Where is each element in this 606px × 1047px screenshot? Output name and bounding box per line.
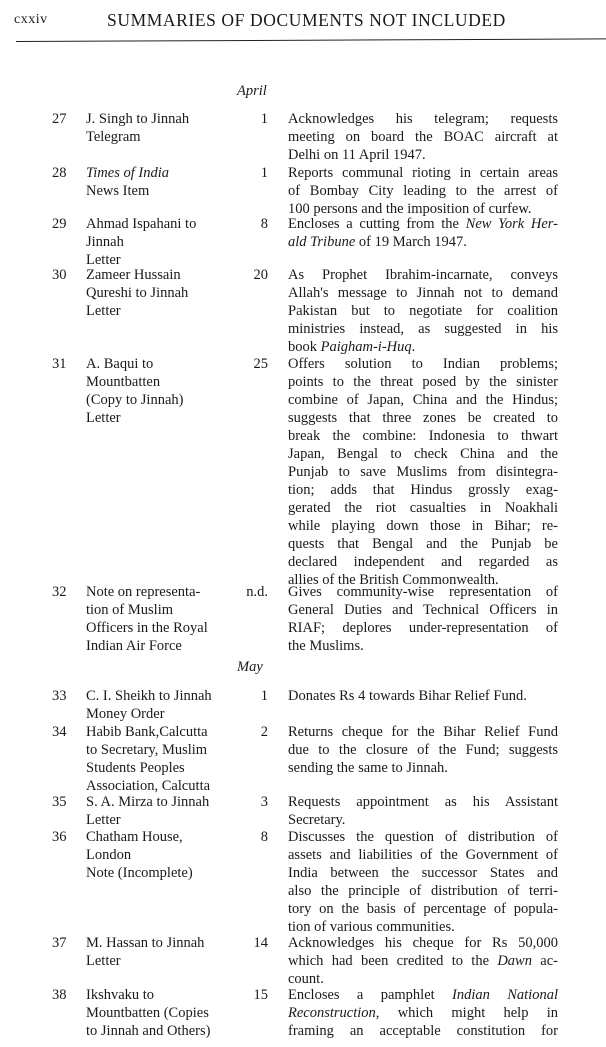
summary-line: combine of Japan, China and the Hindus; xyxy=(288,392,558,408)
document-sender xyxy=(86,583,246,655)
summary-line: count. xyxy=(288,971,324,987)
document-summary xyxy=(288,583,558,655)
summary-line: sending the same to Jinnah. xyxy=(288,760,448,776)
document-number: 31 xyxy=(52,356,67,372)
summary-line: Reconstruction, which might help in xyxy=(288,1005,558,1021)
summary-line: framing an acceptable constitution for xyxy=(288,1023,558,1039)
sender-line: C. I. Sheikh to Jinnah xyxy=(86,688,212,704)
document-day: 2 xyxy=(260,724,268,740)
sender-line: Letter xyxy=(86,252,121,268)
document-day: 3 xyxy=(260,794,268,810)
document-day: 15 xyxy=(253,987,268,1003)
document-sender xyxy=(86,164,246,200)
sender-line: Telegram xyxy=(86,129,141,145)
document-sender xyxy=(86,934,246,970)
sender-line: Indian Air Force xyxy=(86,638,182,654)
document-summary xyxy=(288,986,558,1040)
sender-line: Times of India xyxy=(86,165,169,181)
summary-line: which had been credited to the Dawn ac- xyxy=(288,953,558,969)
document-summary xyxy=(288,828,558,936)
summary-line: also the principle of distribution of terri- xyxy=(288,883,558,899)
summary-line: tion of various communities. xyxy=(288,919,455,935)
summary-line: 100 persons and the imposition of curfew. xyxy=(288,201,532,217)
document-summary xyxy=(288,687,558,705)
summary-line: Gives community-wise representation of xyxy=(288,584,558,600)
document-day: 20 xyxy=(253,267,268,283)
summary-line: Secretary. xyxy=(288,812,346,828)
summary-line: points to the threat posed by the sinister xyxy=(288,374,558,390)
document-day: 8 xyxy=(260,829,268,845)
document-number: 32 xyxy=(52,584,67,600)
sender-line: Mountbatten xyxy=(86,374,161,390)
document-number: 35 xyxy=(52,794,67,810)
month-heading: May xyxy=(237,659,263,675)
summary-line: allies of the British Commonwealth. xyxy=(288,572,499,588)
document-number: 30 xyxy=(52,267,67,283)
summary-line: Punjab to save Muslims from disintegra- xyxy=(288,464,558,480)
sender-line: Jinnah xyxy=(86,234,124,250)
sender-line: News Item xyxy=(86,183,150,199)
sender-line: Letter xyxy=(86,812,121,828)
document-sender xyxy=(86,828,246,882)
document-summary xyxy=(288,110,558,164)
sender-line: to Jinnah and Others) xyxy=(86,1023,211,1039)
document-day: n.d. xyxy=(246,584,268,600)
sender-line: Ikshvaku to xyxy=(86,987,155,1003)
document-sender xyxy=(86,687,246,723)
sender-line: Note (Incomplete) xyxy=(86,865,193,881)
document-summary xyxy=(288,723,558,777)
summary-line: meeting on board the BOAC aircraft at xyxy=(288,129,558,145)
document-day: 25 xyxy=(253,356,268,372)
document-number: 37 xyxy=(52,935,67,951)
summary-line: book Paigham-i-Huq. xyxy=(288,339,416,355)
summary-line: tion; adds that Hindus grossly exag- xyxy=(288,482,558,498)
sender-line: (Copy to Jinnah) xyxy=(86,392,184,408)
summary-line: Allah's message to Jinnah not to demand xyxy=(288,285,558,301)
sender-line: Zameer Hussain xyxy=(86,267,181,283)
summary-line: declared independent and regarded as xyxy=(288,554,558,570)
header-rule xyxy=(16,38,606,42)
summary-line: quests that Bengal and the Punjab be xyxy=(288,536,558,552)
summary-line: ministries instead, as suggested in his xyxy=(288,321,558,337)
summary-line: the Muslims. xyxy=(288,638,364,654)
document-sender xyxy=(86,266,246,320)
page-number: cxxiv xyxy=(14,12,48,27)
sender-line: to Secretary, Muslim xyxy=(86,742,208,758)
document-summary xyxy=(288,215,558,251)
sender-line: Mountbatten (Copies xyxy=(86,1005,209,1021)
document-summary xyxy=(288,793,558,829)
summary-line: tory on the basis of percentage of popula- xyxy=(288,901,558,917)
summary-line: Japan, Bengal to check China and the xyxy=(288,446,558,462)
sender-line: Students Peoples xyxy=(86,760,185,776)
summary-line: gerated the riot casualties in Noakhali xyxy=(288,500,558,516)
document-sender xyxy=(86,793,246,829)
page-title: SUMMARIES OF DOCUMENTS NOT INCLUDED xyxy=(107,10,506,30)
summary-line: suggests that three zones be created to xyxy=(288,410,558,426)
document-sender xyxy=(86,215,246,269)
document-number: 38 xyxy=(52,987,67,1003)
sender-line: Letter xyxy=(86,953,121,969)
summary-line: As Prophet Ibrahim-incarnate, conveys xyxy=(288,267,558,283)
summary-line: Offers solution to Indian problems; xyxy=(288,356,558,372)
document-number: 28 xyxy=(52,165,67,181)
sender-line: S. A. Mirza to Jinnah xyxy=(86,794,210,810)
summary-line: General Duties and Technical Officers in xyxy=(288,602,558,618)
sender-line: Note on representa- xyxy=(86,584,201,600)
sender-line: Letter xyxy=(86,303,121,319)
summary-line: India between the successor States and xyxy=(288,865,558,881)
document-sender xyxy=(86,355,246,427)
sender-line: Ahmad Ispahani to xyxy=(86,216,197,232)
month-heading: April xyxy=(237,83,267,99)
sender-line: M. Hassan to Jinnah xyxy=(86,935,205,951)
summary-line: assets and liabilities of the Government of xyxy=(288,847,558,863)
summary-line: Encloses a cutting from the New York Her- xyxy=(288,216,558,232)
summary-line: RIAF; deplores under-representation of xyxy=(288,620,558,636)
document-number: 29 xyxy=(52,216,67,232)
document-number: 33 xyxy=(52,688,67,704)
sender-line: Qureshi to Jinnah xyxy=(86,285,189,301)
sender-line: London xyxy=(86,847,132,863)
document-summary xyxy=(288,164,558,218)
summary-line: Reports communal rioting in certain areas xyxy=(288,165,558,181)
summary-line: Returns cheque for the Bihar Relief Fund xyxy=(288,724,558,740)
document-number: 27 xyxy=(52,111,67,127)
document-summary xyxy=(288,355,558,589)
sender-line: Association, Calcutta xyxy=(86,778,211,794)
summary-line: Delhi on 11 April 1947. xyxy=(288,147,426,163)
document-sender xyxy=(86,986,246,1040)
summary-line: Encloses a pamphlet Indian National xyxy=(288,987,558,1003)
summary-line: Requests appointment as his Assistant xyxy=(288,794,558,810)
sender-line: Chatham House, xyxy=(86,829,183,845)
sender-line: Money Order xyxy=(86,706,165,722)
document-summary xyxy=(288,934,558,988)
document-summary xyxy=(288,266,558,356)
summary-line: break the combine: Indonesia to thwart xyxy=(288,428,558,444)
summary-line: Acknowledges his telegram; requests xyxy=(288,111,558,127)
sender-line: Habib Bank,Calcutta xyxy=(86,724,208,740)
document-day: 1 xyxy=(260,111,268,127)
summary-line: Discusses the question of distribution of xyxy=(288,829,558,845)
sender-line: J. Singh to Jinnah xyxy=(86,111,190,127)
document-sender xyxy=(86,723,246,795)
summary-line: Pakistan but to negotiate for coalition xyxy=(288,303,558,319)
summary-line: Donates Rs 4 towards Bihar Relief Fund. xyxy=(288,688,527,704)
sender-line: Letter xyxy=(86,410,121,426)
document-number: 34 xyxy=(52,724,67,740)
summary-line: ald Tribune of 19 March 1947. xyxy=(288,234,467,250)
document-number: 36 xyxy=(52,829,67,845)
document-day: 14 xyxy=(253,935,268,951)
document-day: 1 xyxy=(260,688,268,704)
sender-line: tion of Muslim xyxy=(86,602,174,618)
sender-line: A. Baqui to xyxy=(86,356,154,372)
document-day: 8 xyxy=(260,216,268,232)
document-day: 1 xyxy=(260,165,268,181)
summary-line: due to the closure of the Fund; suggests xyxy=(288,742,558,758)
sender-line: Officers in the Royal xyxy=(86,620,208,636)
summary-line: of Bombay City leading to the arrest of xyxy=(288,183,558,199)
summary-line: Acknowledges his cheque for Rs 50,000 xyxy=(288,935,558,951)
document-sender xyxy=(86,110,246,146)
summary-line: while playing down those in Bihar; re- xyxy=(288,518,558,534)
